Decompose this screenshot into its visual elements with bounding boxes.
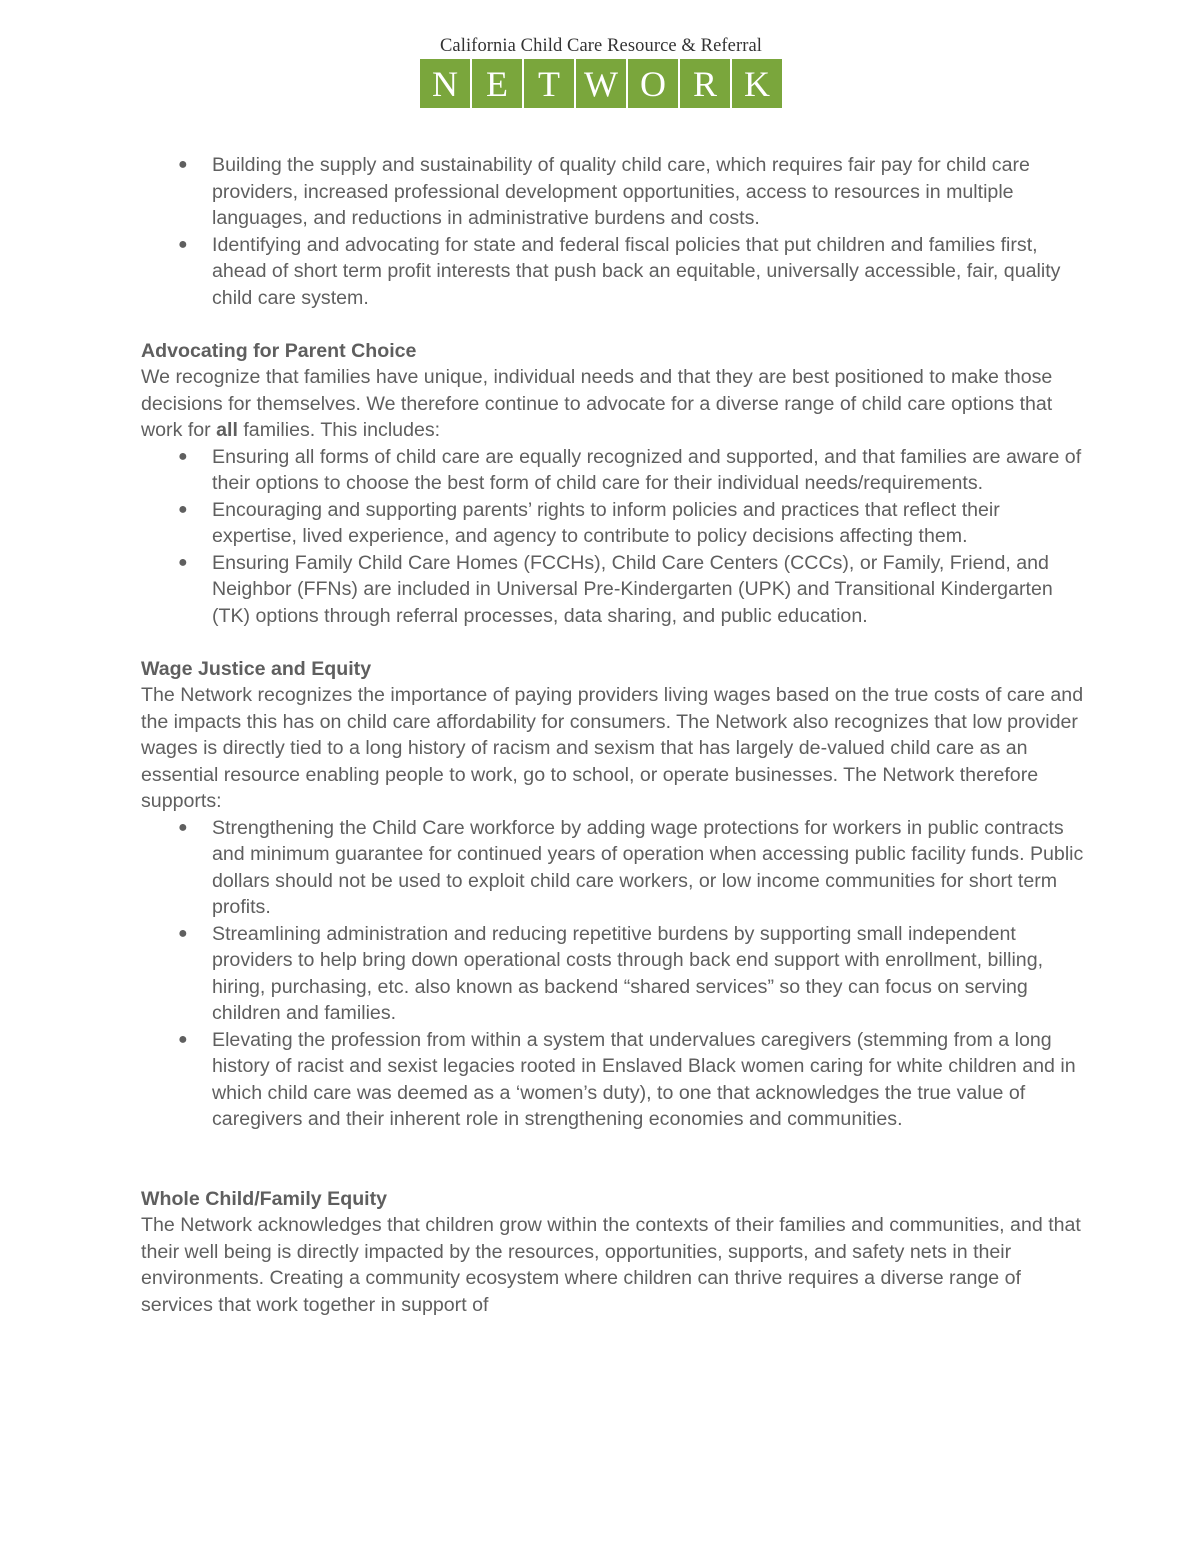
list-item-text: Building the supply and sustainability of quality child care, which requires fair pay for child care providers, increased professional development opportunities, access to resources in multiple languages, and reductions in administrative burdens and costs.	[212, 154, 1030, 229]
logo-title: California Child Care Resource & Referral	[439, 36, 763, 56]
logo-letter: E	[472, 59, 524, 108]
network-logo	[418, 36, 784, 108]
bullet-icon: ●	[178, 924, 188, 942]
list-item	[141, 152, 1086, 232]
list-item-text: Ensuring all forms of child care are equally recognized and supported, and that families are aware of their options to choose the best form of child care for their individual needs/requirements.	[212, 445, 1082, 494]
logo-letter: W	[576, 59, 628, 108]
list-item	[141, 1027, 1086, 1133]
section-heading-wage-justice: Wage Justice and Equity	[141, 657, 372, 680]
section-heading-parent-choice: Advocating for Parent Choice	[141, 339, 417, 362]
bullet-icon: ●	[178, 553, 188, 571]
parent-choice-bullet-list	[141, 444, 1086, 630]
logo-letter: R	[680, 59, 732, 108]
logo-letter: O	[628, 59, 680, 108]
bullet-icon: ●	[178, 500, 188, 518]
logo-letter: T	[524, 59, 576, 108]
intro-bullet-list	[141, 152, 1086, 311]
body-text: families. This includes:	[237, 419, 441, 441]
body-text: We recognize that families have unique, individual needs and that they are best positioned to make those decisions for themselves. We therefore continue to advocate for a diverse range of child care options that work for	[141, 366, 1053, 441]
bullet-icon: ●	[178, 447, 188, 465]
logo-letter: K	[732, 59, 784, 108]
bullet-icon: ●	[178, 156, 188, 173]
list-item-text: Streamlining administration and reducing repetitive burdens by supporting small independent providers to help bring down operational costs through back end support with enrollment, billing, hiring, purchasing, etc. also known as backend “shared services” so they can focus on serving children and families.	[212, 922, 1044, 1024]
list-item-text: Identifying and advocating for state and federal fiscal policies that put children and families first, ahead of short term profit interests that push back an equitable, universally accessible, fair, quality child care system.	[212, 233, 1061, 309]
list-item	[141, 232, 1086, 312]
list-item-text: Encouraging and supporting parents’ rights to inform policies and practices that reflect their expertise, lived experience, and agency to contribute to policy decisions affecting them.	[212, 498, 1000, 547]
wage-justice-bullet-list	[141, 815, 1086, 1133]
bullet-icon: ●	[178, 235, 188, 253]
logo-letter-row	[418, 59, 784, 108]
list-item	[141, 497, 1086, 550]
list-item	[141, 550, 1086, 630]
bullet-icon: ●	[178, 1030, 188, 1048]
section-body-wage-justice: The Network recognizes the importance of paying providers living wages based on the true costs of care and the impacts this has on child care affordability for consumers. The Network also recognizes that low provider wages is directly tied to a long history of racism and sexism that has largely de-valued child care as an essential resource enabling people to work, go to school, or operate businesses. The Network therefore supports:	[141, 684, 1084, 812]
section-body-whole-child: The Network acknowledges that children grow within the contexts of their families and communities, and that their well being is directly impacted by the resources, opportunities, supports, and safety nets in their environments. Creating a community ecosystem where children can thrive requires a diverse range of services that work together in support of	[141, 1214, 1081, 1316]
list-item-text: Elevating the profession from within a system that undervalues caregivers (stemming from a long history of racist and sexist legacies rooted in Enslaved Black women caring for white children and in which child care was deemed as a ‘women’s duty), to one that acknowledges the true value of caregivers and their inherent role in strengthening economies and communities.	[212, 1028, 1076, 1130]
list-item	[141, 921, 1086, 1027]
section-heading-whole-child: Whole Child/Family Equity	[141, 1187, 388, 1210]
emphasis-text: all	[216, 419, 238, 441]
list-item	[141, 815, 1086, 921]
logo-letter: N	[420, 59, 472, 108]
document-body	[141, 152, 1086, 1318]
list-item	[141, 444, 1086, 497]
list-item-text: Ensuring Family Child Care Homes (FCCHs), Child Care Centers (CCCs), or Family, Friend, and Neighbor (FFNs) are included in Universal Pre-Kindergarten (UPK) and Transitional Kindergarten (TK) options through referral processes, data sharing, and public education.	[212, 551, 1053, 627]
section-body-parent-choice	[141, 364, 1086, 444]
bullet-icon: ●	[178, 818, 188, 836]
list-item-text: Strengthening the Child Care workforce by adding wage protections for workers in public contracts and minimum guarantee for continued years of operation when accessing public facility funds. Public dollars should not be used to exploit child care workers, or low income communities for short term profits.	[212, 816, 1084, 918]
